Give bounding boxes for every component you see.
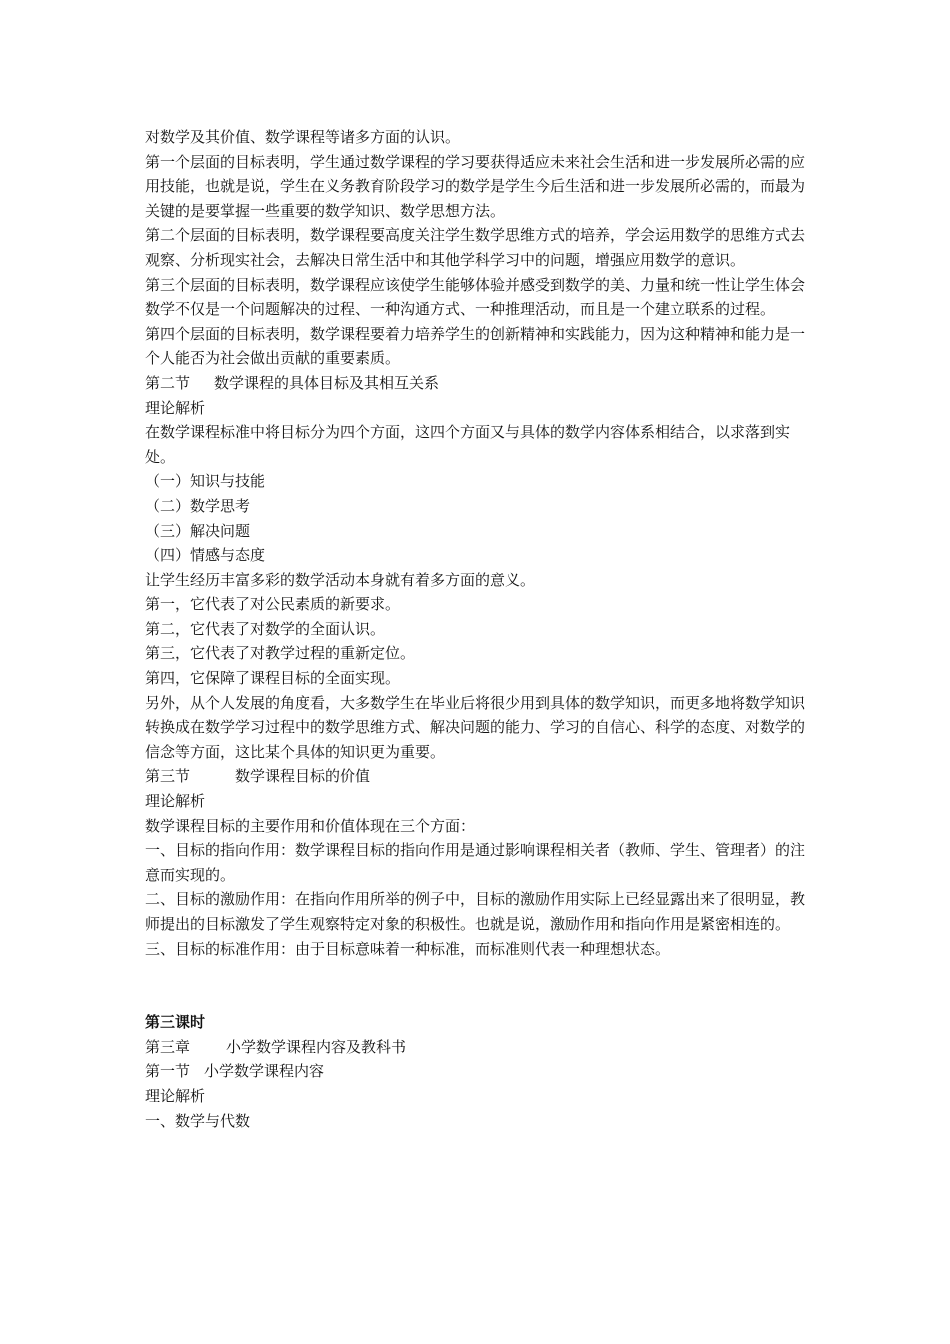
list-item: 第一，它代表了对公民素质的新要求。 bbox=[145, 595, 401, 614]
analysis-label: 理论解析 bbox=[145, 1086, 206, 1105]
section-number: 第三节 bbox=[145, 767, 191, 786]
paragraph: 第二个层面的目标表明，数学课程要高度关注学生数学思维方式的培养，学会运用数学的思维方式去观察、分析现实社会，去解决日常生活中和其他学科学习中的问题，增强应用数学的意识。 bbox=[145, 226, 806, 269]
section-heading bbox=[145, 764, 815, 789]
paragraph: 对数学及其价值、数学课程等诸多方面的认识。 bbox=[145, 128, 461, 146]
paragraph: 第一个层面的目标表明，学生通过数学课程的学习要获得适应未来社会生活和进一步发展所必需的应用技能，也就是说，学生在义务教育阶段学习的数学是学生今后生活和进一步发展所必需的，而最为关键的是要掌握一些重要的数学知识、数学思想方法。 bbox=[145, 152, 806, 220]
paragraph: 第四个层面的目标表明，数学课程要着力培养学生的创新精神和实践能力，因为这种精神和能力是一个人能否为社会做出贡献的重要素质。 bbox=[145, 324, 806, 368]
paragraph: 让学生经历丰富多彩的数学活动本身就有着多方面的意义。 bbox=[145, 570, 536, 589]
lesson-heading: 第三课时 bbox=[145, 1013, 206, 1032]
section-number: 第一节 bbox=[145, 1062, 191, 1081]
analysis-label: 理论解析 bbox=[145, 792, 206, 811]
paragraph: 数学课程目标的主要作用和价值体现在三个方面： bbox=[145, 816, 476, 835]
paragraph: 第三个层面的目标表明，数学课程应该使学生能够体验并感受到数学的美、力量和统一性让学生体会数学不仅是一个问题解决的过程、一种沟通方式、一种推理活动，而且是一个建立联系的过程。 bbox=[145, 275, 806, 319]
analysis-label: 理论解析 bbox=[145, 398, 206, 417]
section-heading bbox=[145, 371, 815, 396]
list-item: 二、目标的激励作用：在指向作用所举的例子中，目标的激励作用实际上已经显露出来了很明显，教师提出的目标激发了学生观察特定对象的积极性。也就是说，激励作用和指向作用是紧密相连的。 bbox=[145, 890, 806, 933]
list-item: （三）解决问题 bbox=[145, 521, 251, 540]
list-item: 三、目标的标准作用：由于目标意味着一种标准，而标准则代表一种理想状态。 bbox=[145, 939, 671, 958]
document-page bbox=[145, 125, 815, 1133]
section-title: 小学数学课程内容 bbox=[204, 1062, 325, 1081]
topic-heading: 一、数学与代数 bbox=[145, 1111, 251, 1130]
list-item: 第三，它代表了对教学过程的重新定位。 bbox=[145, 644, 416, 663]
list-item: 第四，它保障了课程目标的全面实现。 bbox=[145, 669, 401, 688]
list-item: （四）情感与态度 bbox=[145, 546, 266, 565]
chapter-heading bbox=[145, 1035, 815, 1060]
chapter-title: 小学数学课程内容及教科书 bbox=[226, 1037, 407, 1056]
list-item: 一、目标的指向作用：数学课程目标的指向作用是通过影响课程相关者（教师、学生、管理者）的注意而实现的。 bbox=[145, 841, 806, 884]
paragraph: 另外，从个人发展的角度看，大多数学生在毕业后将很少用到具体的数学知识，而更多地将数学知识转换成在数学学习过程中的数学思维方式、解决问题的能力、学习的自信心、科学的态度、对数学的信念等方面，这比某个具体的知识更为重要。 bbox=[145, 693, 806, 761]
section-title: 数学课程目标的价值 bbox=[235, 767, 371, 786]
list-item: （一）知识与技能 bbox=[145, 472, 266, 491]
list-item: （二）数学思考 bbox=[145, 496, 251, 515]
section-number: 第二节 bbox=[145, 373, 191, 392]
paragraph: 在数学课程标准中将目标分为四个方面，这四个方面又与具体的数学内容体系相结合，以求落到实处。 bbox=[145, 423, 791, 466]
section-title: 数学课程的具体目标及其相互关系 bbox=[214, 373, 440, 392]
chapter-number: 第三章 bbox=[145, 1037, 191, 1056]
section-heading bbox=[145, 1059, 815, 1084]
list-item: 第二，它代表了对数学的全面认识。 bbox=[145, 619, 386, 638]
spacer bbox=[145, 961, 815, 1010]
